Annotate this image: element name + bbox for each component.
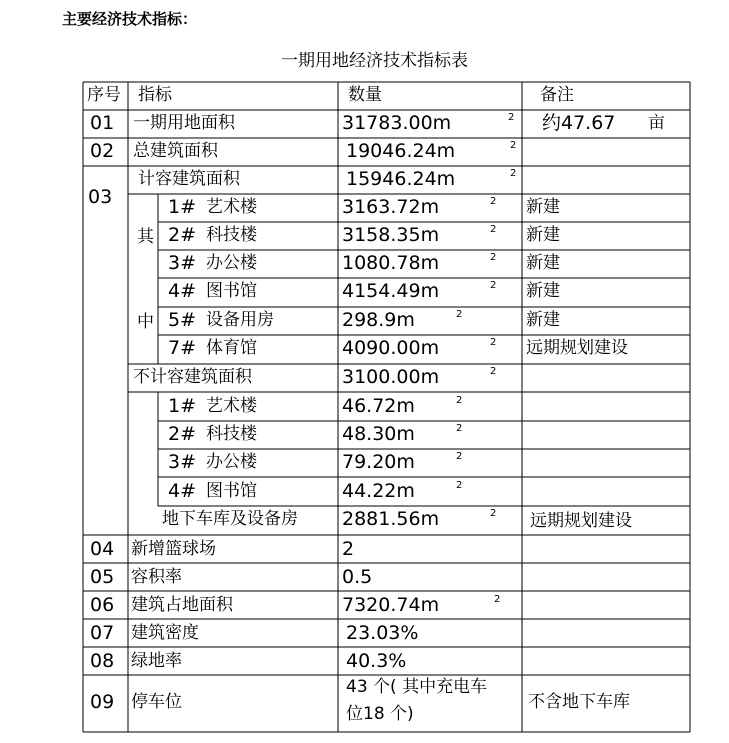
quantity-value: 3100.00m xyxy=(342,366,440,388)
quantity-value: 31783.00m xyxy=(342,112,452,134)
item-name: 地下车库及设备房 xyxy=(162,509,298,529)
indicator-name: 绿地率 xyxy=(131,651,182,671)
superscript: 2 xyxy=(456,451,463,462)
row-number: 01 xyxy=(90,112,115,134)
indicator-name: 一期用地面积 xyxy=(133,113,235,133)
quantity-value: 7320.74m xyxy=(342,594,440,616)
superscript: 2 xyxy=(456,309,463,320)
indicator-name: 停车位 xyxy=(131,692,182,712)
superscript: 2 xyxy=(494,594,501,605)
quantity-value: 46.72m xyxy=(342,395,415,417)
indicator-name: 建筑占地面积 xyxy=(131,595,233,615)
quantity-value: 3163.72m xyxy=(342,196,440,218)
item-name: 办公楼 xyxy=(206,452,257,472)
item-number: 4# xyxy=(168,280,197,302)
remark-value: 新建 xyxy=(526,253,560,273)
row-number: 05 xyxy=(90,566,115,588)
item-number: 2# xyxy=(168,423,197,445)
superscript: 2 xyxy=(490,337,497,348)
superscript: 2 xyxy=(510,168,517,179)
remark-value: 新建 xyxy=(526,225,560,245)
item-name: 设备用房 xyxy=(206,310,274,330)
table-title: 一期用地经济技术指标表 xyxy=(281,51,468,71)
quantity-value: 19046.24m xyxy=(346,140,456,162)
superscript: 2 xyxy=(456,480,463,491)
item-number: 7# xyxy=(168,337,197,359)
quantity-value: 15946.24m xyxy=(346,168,456,190)
indicator-name: 新增篮球场 xyxy=(131,539,216,559)
superscript: 2 xyxy=(456,423,463,434)
col-header-quantity: 数量 xyxy=(348,85,382,105)
quantity-value: 79.20m xyxy=(342,451,415,473)
item-number: 3# xyxy=(168,252,197,274)
quantity-value: 43 个( 其中充电车 xyxy=(346,677,488,697)
row-number: 04 xyxy=(90,538,115,560)
quantity-value: 298.9m xyxy=(342,309,415,331)
quantity-value: 2 xyxy=(342,538,355,560)
superscript: 2 xyxy=(490,280,497,291)
indicator-name: 总建筑面积 xyxy=(133,141,218,161)
group-label-char: 中 xyxy=(137,312,154,332)
item-number: 1# xyxy=(168,196,197,218)
row-number: 08 xyxy=(90,650,115,672)
page-heading: 主要经济技术指标： xyxy=(62,10,198,28)
quantity-value: 4154.49m xyxy=(342,280,440,302)
remark-value: 新建 xyxy=(526,281,560,301)
quantity-value: 位18 个) xyxy=(346,704,414,724)
quantity-value: 4090.00m xyxy=(342,337,440,359)
item-name: 科技楼 xyxy=(206,225,257,245)
quantity-value: 23.03% xyxy=(346,622,419,644)
item-name: 图书馆 xyxy=(206,281,257,301)
col-header-remark: 备注 xyxy=(540,85,574,105)
remark-value: 新建 xyxy=(526,310,560,330)
group-label-char: 其 xyxy=(137,227,154,247)
item-number: 4# xyxy=(168,480,197,502)
row-number: 07 xyxy=(90,622,115,644)
superscript: 2 xyxy=(490,508,497,519)
remark-value: 远期规划建设 xyxy=(526,338,628,358)
item-number: 5# xyxy=(168,309,197,331)
item-name: 艺术楼 xyxy=(206,396,257,416)
superscript: 2 xyxy=(490,366,497,377)
superscript: 2 xyxy=(490,196,497,207)
item-name: 图书馆 xyxy=(206,481,257,501)
indicator-name: 计容建筑面积 xyxy=(138,169,240,189)
quantity-value: 2881.56m xyxy=(342,508,440,530)
quantity-value: 44.22m xyxy=(342,480,415,502)
item-name: 体育馆 xyxy=(206,338,257,358)
item-number: 3# xyxy=(168,451,197,473)
indicator-name: 容积率 xyxy=(131,567,182,587)
quantity-value: 48.30m xyxy=(342,423,415,445)
quantity-value: 3158.35m xyxy=(342,224,440,246)
quantity-value: 1080.78m xyxy=(342,252,440,274)
remark-value: 远期规划建设 xyxy=(530,511,632,531)
quantity-value: 0.5 xyxy=(342,566,373,588)
quantity-value: 40.3% xyxy=(346,650,407,672)
superscript: 2 xyxy=(456,395,463,406)
superscript: 2 xyxy=(490,224,497,235)
remark-value: 不含地下车库 xyxy=(528,692,630,712)
item-number: 2# xyxy=(168,224,197,246)
item-name: 办公楼 xyxy=(206,253,257,273)
row-number: 03 xyxy=(88,186,113,208)
superscript: 2 xyxy=(490,252,497,263)
col-header-indicator: 指标 xyxy=(138,85,172,105)
col-header-number: 序号 xyxy=(87,85,121,105)
superscript: 2 xyxy=(508,112,515,123)
item-name: 艺术楼 xyxy=(206,197,257,217)
remark-value: 约47.67 xyxy=(542,112,616,134)
row-number: 02 xyxy=(90,140,115,162)
indicator-name: 不计容建筑面积 xyxy=(133,367,252,387)
superscript: 2 xyxy=(510,140,517,151)
row-number: 09 xyxy=(90,691,115,713)
row-number: 06 xyxy=(90,594,115,616)
remark-value: 新建 xyxy=(526,197,560,217)
remark-unit: 亩 xyxy=(648,113,665,133)
item-name: 科技楼 xyxy=(206,424,257,444)
indicator-name: 建筑密度 xyxy=(131,623,199,643)
item-number: 1# xyxy=(168,395,197,417)
